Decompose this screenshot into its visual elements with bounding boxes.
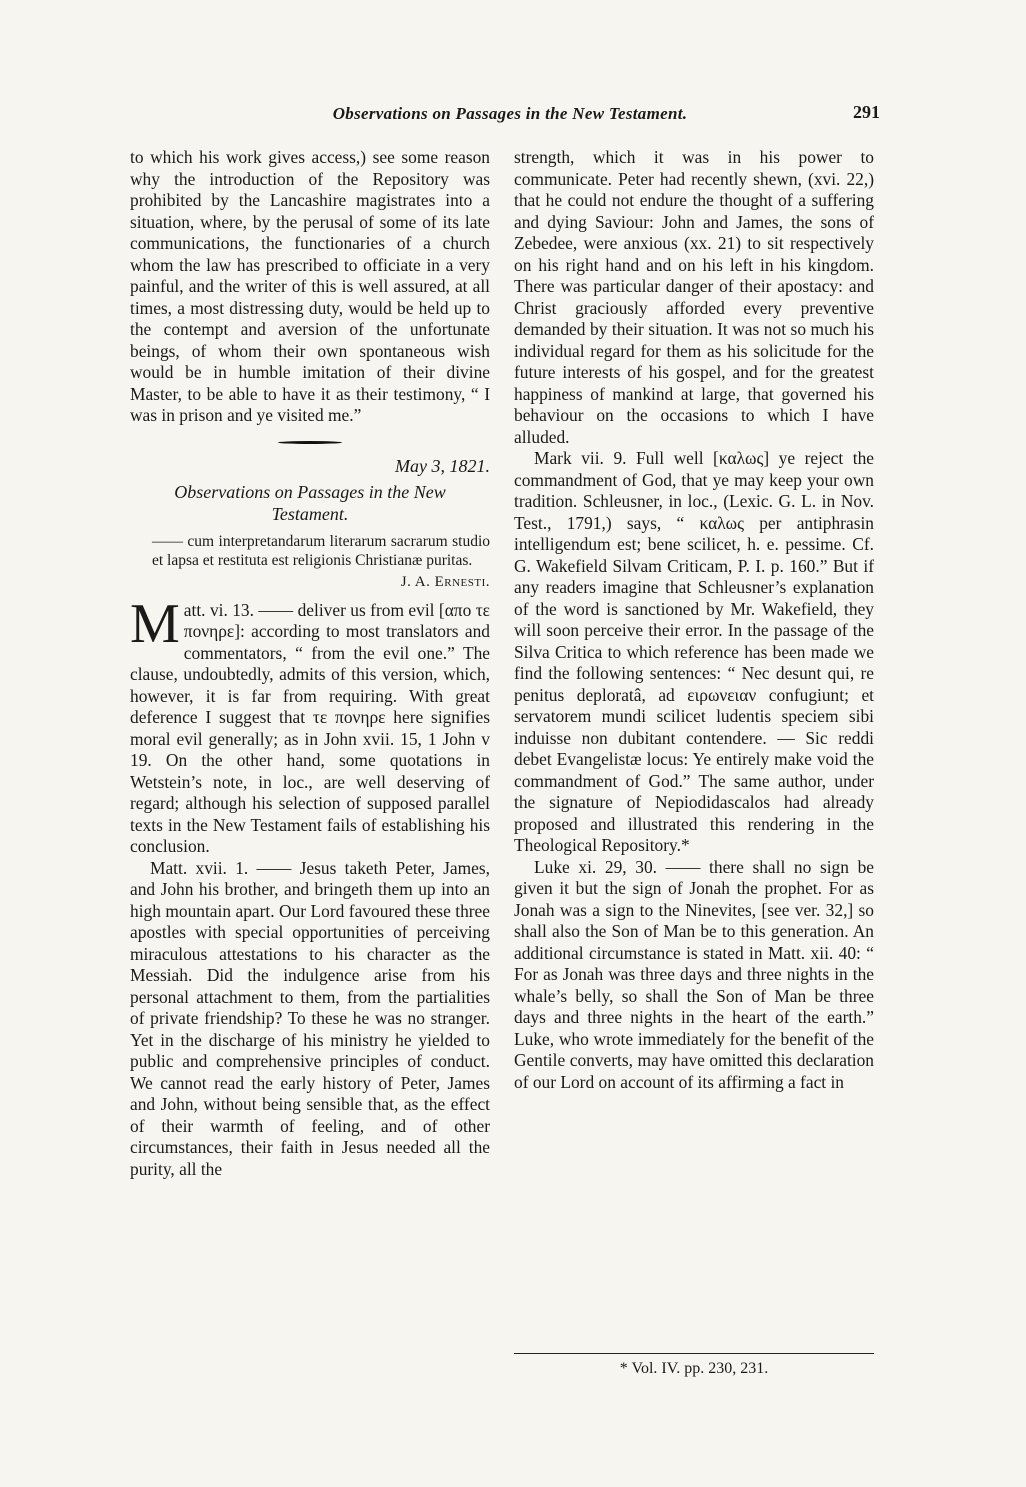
article-date: May 3, 1821. [395, 455, 490, 476]
paragraph-continuation: to which his work gives access,) see some reason why the introduction of the Repository was prohibited by the Lancashire magistrates into a situation, where, by the perusal of some of its late communications, the functionaries of a church whom the law has prescribed to officiate in a very painful, and the writer of this is well assured, at all times, a most distressing duty, would be held up to the contempt and aversion of the unfortunate beings, of whom their own spontaneous wish would be in humble imitation of their divine Master, to be able to have it as their testimony, “ I was in prison and ye visited me.” [130, 147, 490, 425]
paragraph-mark-vii-9: Mark vii. 9. Full well [καλως] ye reject the commandment of God, that ye may keep your own tradition. Schleusner, in loc., (Lexic. G. L. in Nov. Test., 1791,) says, “ καλως per antiphrasin intelligendum est; bene scilicet, h. e. pessime. Cf. G. Wakefield Silvam Criticam, P. I. p. 160.” But if any readers imagine that Schleusner’s explanation of the word is sanctioned by Mr. Wakefield, they will soon perceive their error. In the passage of the Silva Critica to which reference has been made we find the following sentences: “ Nec desunt qui, re penitus deploratâ, ad ειρωνειαν confugiunt; et servatorem mundi scilicet ludentis speciem sibi induisse non dubitant contendere. — Sic reddi debet Evangelistæ locus: Ye entirely make void the commandment of God.” The same author, under the signature of Nepiodidascalos had already proposed and illustrated this rendering in the Theological Repository.* [514, 448, 874, 855]
paragraph-matt-vi-13: Matt. vi. 13. —— deliver us from evil [απο τε πονηρε]: according to most translators and commentators, “ from the evil one.” The clause, undoubtedly, admits of this version, which, however, it is far from requiring. With great deference I suggest that τε πονηρε here signifies moral evil generally; as in John xvii. 15, 1 John v 19. On the other hand, some quotations in Wetstein’s note, in loc., are well deserving of regard; although his selection of supposed parallel texts in the New Testament fails of establishing his conclusion. [130, 592, 490, 856]
epigraph-attribution: J. A. Ernesti. [400, 574, 490, 590]
footnote: * Vol. IV. pp. 230, 231. [619, 1360, 769, 1377]
paragraph-matt-xvii-1: Matt. xvii. 1. —— Jesus taketh Peter, James, and John his brother, and bringeth them up into an high mountain apart. Our Lord favoured these three apostles with special opportunities of perceiving miraculous attestations to his character as the Messiah. Did the indulgence arise from his personal attachment to them, from the partialities of private friendship? To these he was no stranger. Yet in the discharge of his ministry he yielded to public and comprehensive principles of conduct. We cannot read the early history of Peter, James and John, without being sensible that, as the effect of their warmth of feeling, and of other circumstances, their faith in Jesus needed all the purity, all the [130, 857, 490, 1179]
footnote-rule [514, 1353, 874, 1354]
article-title: Observations on Passages in the New Testament. [174, 482, 446, 524]
right-column [514, 147, 874, 1093]
paragraph-luke-xi-29: Luke xi. 29, 30. —— there shall no sign be given it but the sign of Jonah the prophet. For as Jonah was a sign to the Ninevites, [see ver. 32,] so shall also the Son of Man be to this generation. An additional circumstance is stated in Matt. xii. 40: “ For as Jonah was three days and three nights in the whale’s belly, so shall the Son of Man be three days and three nights in the heart of the earth.” Luke, who wrote immediately for the benefit of the Gentile converts, may have omitted this declaration of our Lord on account of its affirming a fact in [514, 856, 874, 1092]
paragraph-continuation-right: strength, which it was in his power to communicate. Peter had recently shewn, (xvi. 22,) that he could not endure the thought of a suffering and dying Saviour: John and James, the sons of Zebedee, were anxious (xx. 21) to sit respectively on his right hand and on his left in his kingdom. There was particular danger of their apostacy: and Christ graciously afforded every preventive demanded by their situation. It was not so much his individual regard for them as his solicitude for the future interests of his gospel, and for the greatest happiness of mankind at large, that governed his behaviour on the occasions to which I have alluded. [514, 147, 874, 447]
section-divider [278, 441, 342, 444]
running-head: Observations on Passages in the New Testament. [332, 104, 688, 123]
left-column [130, 147, 490, 1180]
page-number: 291 [853, 102, 880, 122]
epigraph: —— cum interpretandarum literarum sacrarum studio et lapsa et restituta est religionis Christianæ puritas. [152, 533, 490, 569]
